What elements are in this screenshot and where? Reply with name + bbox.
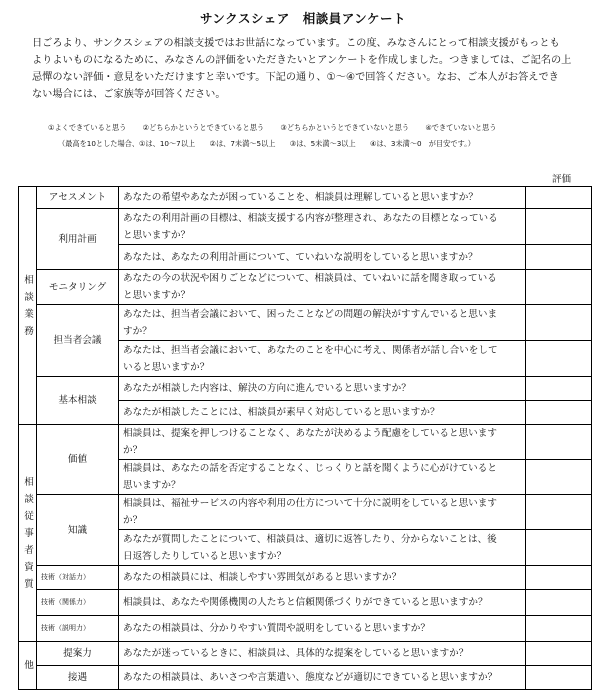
- table-row: [19, 425, 592, 460]
- question-text: 相談員は、あなたの話を否定することなく、じっくりと話を聞くように心がけていると 思いますか？: [119, 460, 526, 495]
- score-cell[interactable]: [526, 377, 592, 401]
- answer-option: ③どちらかというとできていないと思う: [280, 123, 410, 132]
- question-text: 相談員は、福祉サービスの内容や利用の仕方について十分に説明をしていると思います か？: [119, 495, 526, 530]
- sub-label: 利用計画: [37, 209, 119, 270]
- question-text: あなたの相談員には、相談しやすい雰囲気があると思いますか？: [119, 566, 526, 590]
- score-cell[interactable]: [526, 616, 592, 642]
- table-row: [19, 187, 592, 209]
- sub-label: 基本相談: [37, 377, 119, 425]
- sub-label: 接遇: [37, 666, 119, 690]
- question-text: 相談員は、あなたや関係機関の人たちと信頼関係づくりができていると思いますか？: [119, 590, 526, 616]
- intro-line: よりよいものになるために、みなさんの評価をいただきたいとアンケートを作成しました。つきましては、ご記名の上: [32, 55, 572, 66]
- table-row: [19, 305, 592, 341]
- question-text: あなたの希望やあなたが困っていることを、相談員は理解していると思いますか？: [119, 187, 526, 209]
- score-cell[interactable]: [526, 425, 592, 460]
- answer-option: ①よくできていると思う: [48, 123, 127, 132]
- question-text: あなたの利用計画の目標は、相談支援する内容が整理され、あなたの目標となっている と思いますか？: [119, 209, 526, 245]
- score-cell[interactable]: [526, 666, 592, 690]
- score-cell[interactable]: [526, 341, 592, 377]
- intro-line: ない場合には、ご家族等が回答ください。: [32, 89, 226, 100]
- question-text: あなたが質問したことについて、相談員は、適切に返答したり、分からないことは、後 日返答したりしていると思いますか？: [119, 530, 526, 566]
- question-text: あなたが迷っているときに、相談員は、具体的な提案をしていると思いますか？: [119, 642, 526, 666]
- score-cell[interactable]: [526, 245, 592, 270]
- sub-label: 価値: [37, 425, 119, 495]
- answer-options: [48, 123, 510, 133]
- question-text: あなたの相談員は、あいさつや言葉遣い、態度などが適切にできていると思いますか？: [119, 666, 526, 690]
- page-title: サンクスシェア 相談員アンケート: [199, 11, 406, 26]
- table-row: [19, 270, 592, 305]
- group-label-soudan-jujisha: 相談従事者資質: [19, 425, 37, 642]
- score-cell[interactable]: [526, 270, 592, 305]
- score-cell[interactable]: [526, 590, 592, 616]
- sub-label: モニタリング: [37, 270, 119, 305]
- table-row: [19, 566, 592, 590]
- scoring-note: （最高を10とした場合、①は、10～7以上 ②は、7未満～5以上 ③は、5未満～3以上 ④は、3未満～0 が目安です。）: [58, 139, 475, 148]
- question-text: 相談員は、提案を押しつけることなく、あなたが決めるよう配慮をしていると思います か？: [119, 425, 526, 460]
- question-text: あなたの今の状況や困りごとなどについて、相談員は、ていねいに話を聞き取っている と思いますか？: [119, 270, 526, 305]
- sub-label: 知識: [37, 495, 119, 566]
- question-text: あなたの相談員は、分かりやすい質問や説明をしていると思いますか？: [119, 616, 526, 642]
- answer-option: ②どちらかというとできていると思う: [142, 123, 265, 132]
- sub-label: アセスメント: [37, 187, 119, 209]
- score-cell[interactable]: [526, 401, 592, 425]
- intro-paragraph: [32, 35, 594, 103]
- table-row: [19, 616, 592, 642]
- answer-option: ④できていないと思う: [425, 123, 497, 132]
- table-row: [19, 642, 592, 666]
- score-cell[interactable]: [526, 209, 592, 245]
- table-row: [19, 495, 592, 530]
- table-row: [19, 590, 592, 616]
- evaluation-header: 評価: [552, 174, 572, 185]
- score-cell[interactable]: [526, 530, 592, 566]
- score-cell[interactable]: [526, 305, 592, 341]
- intro-line: 日ごろより、サンクスシェアの相談支援ではお世話になっています。この度、みなさんにとって相談支援がもっとも: [32, 38, 560, 49]
- group-label-soudan-gyomu: 相談業務: [19, 187, 37, 425]
- question-text: あなたは、あなたの利用計画について、ていねいな説明をしていると思いますか？: [119, 245, 526, 270]
- group-label-other: 他: [19, 642, 37, 690]
- sub-label: 提案力: [37, 642, 119, 666]
- table-row: [19, 666, 592, 690]
- intro-line: 忌憚のない評価・意見をいただけますと幸いです。下記の通り、①～④で回答ください。なお、ご本人がお答えでき: [32, 72, 559, 83]
- sub-label: 技術（対話力）: [37, 566, 119, 590]
- score-cell[interactable]: [526, 187, 592, 209]
- question-text: あなたは、担当者会議において、あなたのことを中心に考え、関係者が話し合いをして いると思いますか？: [119, 341, 526, 377]
- score-cell[interactable]: [526, 495, 592, 530]
- question-text: あなたが相談した内容は、解決の方向に進んでいると思いますか？: [119, 377, 526, 401]
- score-cell[interactable]: [526, 642, 592, 666]
- sub-label: 技術（説明力）: [37, 616, 119, 642]
- score-cell[interactable]: [526, 460, 592, 495]
- question-text: あなたは、担当者会議において、困ったことなどの問題の解決がすすんでいると思いま すか？: [119, 305, 526, 341]
- survey-table: [18, 186, 592, 690]
- table-row: [19, 377, 592, 401]
- sub-label: 技術（関係力）: [37, 590, 119, 616]
- score-cell[interactable]: [526, 566, 592, 590]
- question-text: あなたが相談したことには、相談員が素早く対応していると思いますか？: [119, 401, 526, 425]
- sub-label: 担当者会議: [37, 305, 119, 377]
- table-row: [19, 209, 592, 245]
